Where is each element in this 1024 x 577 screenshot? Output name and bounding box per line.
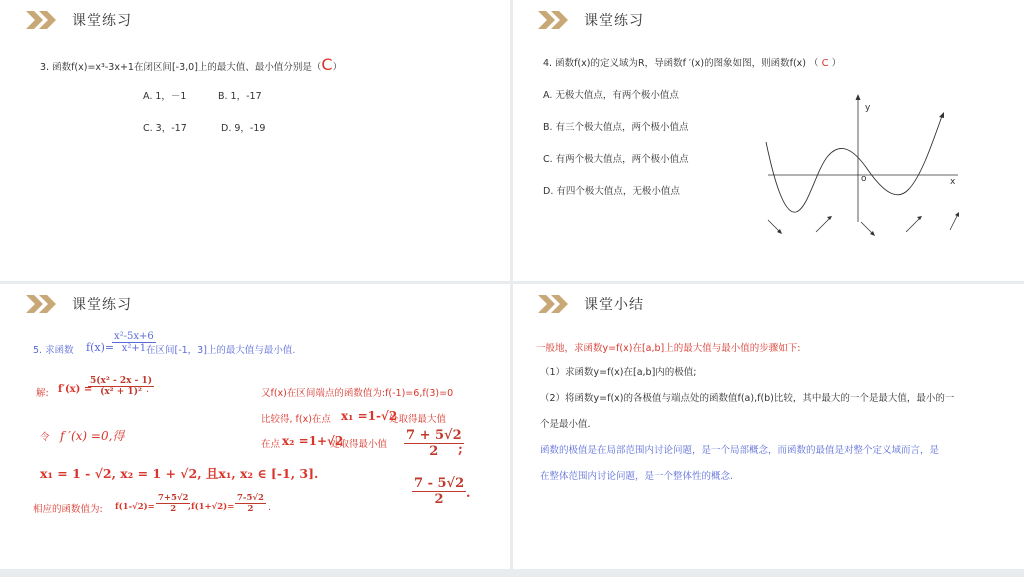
- option-c: C. 有两个极大值点，两个极小值点: [543, 154, 689, 165]
- question-stem: 4. 函数f(x)的定义域为R，导函数f ′(x)的图象如图，则函数f(x) （: [543, 58, 819, 69]
- slide-1: [0, 0, 510, 281]
- summary-note-1: 函数的极值是在局部范围内讨论问题，是一个局部概念，而函数的最值是对整个定义域而言，是: [540, 445, 940, 456]
- derivative-graph: [758, 90, 968, 240]
- y-axis-arrow: [856, 94, 861, 100]
- derivative-lhs: f′(x) =: [58, 384, 93, 395]
- derivative-end: .: [146, 384, 150, 395]
- page-footer-strip: [0, 569, 1024, 577]
- corr-expr-1: f(1-√2)=: [115, 502, 155, 512]
- option-b: B. 有三个极大值点，两个极小值点: [543, 122, 689, 133]
- slide-2-header: [538, 9, 644, 31]
- option-b: B. 1，-17: [218, 91, 262, 102]
- curve-arrow: [939, 112, 944, 118]
- trend-arrow-4: [906, 218, 920, 232]
- origin-label: o: [861, 174, 867, 184]
- double-chevron-icon: [538, 11, 572, 29]
- slide-4: [513, 284, 1024, 569]
- trend-arrow-3: [861, 222, 873, 234]
- corr-fraction-2: $\frac{7-5√2}{2}$: [237, 493, 264, 514]
- question-prefix: 5. 求函数: [33, 345, 74, 356]
- min-text: 处取得最小值: [330, 439, 388, 450]
- x1-expression: x₁ =1-√2: [341, 409, 398, 423]
- slide-3-header: [26, 293, 132, 315]
- trend-arrow-2: [816, 218, 830, 232]
- option-d: D. 有四个极大值点，无极小值点: [543, 186, 680, 197]
- corresponding-label: 相应的函数值为:: [33, 504, 103, 515]
- option-d: D. 9，-19: [221, 123, 266, 134]
- let-expression: f ′(x) =0,得: [60, 429, 125, 443]
- summary-step-2: （2）将函数y=f(x)的各极值与端点处的函数值f(a),f(b)比较，其中最大的一个是最大值，最小的一: [540, 393, 955, 404]
- derivative-fraction: $\frac{\text{5(x² - 2x - 1)}}{\text{(x² + 1)²}}$: [90, 376, 152, 397]
- question-text: [543, 55, 841, 69]
- slide-3: [0, 284, 510, 569]
- derivative-curve: [766, 116, 942, 212]
- corr-mid: ,f(1+√2)=: [188, 502, 235, 512]
- question-end: ）: [332, 62, 343, 73]
- slide-title: 课堂小结: [584, 297, 644, 313]
- trend-arrow-1: [768, 220, 780, 232]
- double-chevron-icon: [538, 295, 572, 313]
- slide-title: 课堂练习: [584, 13, 644, 29]
- question-text: [40, 55, 342, 74]
- max-text: 处取得最大值: [389, 414, 447, 425]
- x-label: x: [950, 177, 956, 187]
- question-fraction: $\frac{\text{x²-5x+6}}{\text{x²+1}}$: [114, 331, 154, 354]
- slide-title: 课堂练习: [72, 13, 132, 29]
- question-end: ）: [831, 58, 842, 69]
- summary-note-2: 在整体范围内讨论问题，是一个整体性的概念.: [540, 471, 734, 482]
- let-label: 令: [40, 432, 50, 443]
- option-a: A. 1，－1: [143, 91, 187, 102]
- endpoint-text: 又f(x)在区间端点的函数值为:f(-1)=6,f(3)=0: [261, 388, 454, 399]
- trend-arrow-5: [950, 214, 958, 230]
- min-value-end: .: [466, 486, 471, 501]
- slide-1-header: [26, 9, 132, 31]
- option-a: A. 无极大值点，有两个极小值点: [543, 90, 679, 101]
- question-suffix: 在区间[-1，3]上的最大值与最小值.: [146, 345, 296, 356]
- roots-expression: x₁ = 1 - √2, x₂ = 1 + √2, 且x₁, x₂ ∈ [-1, 3].: [40, 466, 319, 481]
- option-c: C. 3，-17: [143, 123, 187, 134]
- min-value-fraction: $\frac{7 - 5√2}{2}$: [414, 476, 465, 507]
- corr-fraction-1: $\frac{7+5√2}{2}$: [158, 493, 189, 514]
- slide-4-header: [538, 293, 644, 315]
- summary-intro: 一般地，求函数y=f(x)在[a,b]上的最大值与最小值的步骤如下:: [536, 343, 801, 354]
- y-label: y: [865, 103, 871, 113]
- compare-text: 比较得, f(x)在点: [261, 414, 331, 425]
- slide-2: [513, 0, 1024, 281]
- answer-mark: C: [821, 58, 829, 69]
- summary-step-1: （1）求函数y=f(x)在[a,b]内的极值;: [540, 367, 697, 378]
- max-value-fraction: $\frac{7 + 5√2}{2}$: [406, 428, 462, 459]
- solution-label: 解:: [36, 388, 49, 399]
- answer-mark: C: [321, 55, 333, 74]
- question-stem: 3. 函数f(x)=x³-3x+1在闭区间[-3,0]上的最大值、最小值分别是（: [40, 62, 322, 73]
- double-chevron-icon: [26, 11, 60, 29]
- at-point-text: 在点: [261, 439, 281, 450]
- question-fx: f(x)=: [86, 341, 115, 354]
- corr-end: .: [268, 502, 272, 513]
- x2-expression: x₂ =1+√2: [282, 434, 344, 448]
- double-chevron-icon: [26, 295, 60, 313]
- summary-step-2-cont: 个是最小值.: [540, 419, 591, 430]
- slide-title: 课堂练习: [72, 297, 132, 313]
- max-value-end: ;: [458, 442, 463, 457]
